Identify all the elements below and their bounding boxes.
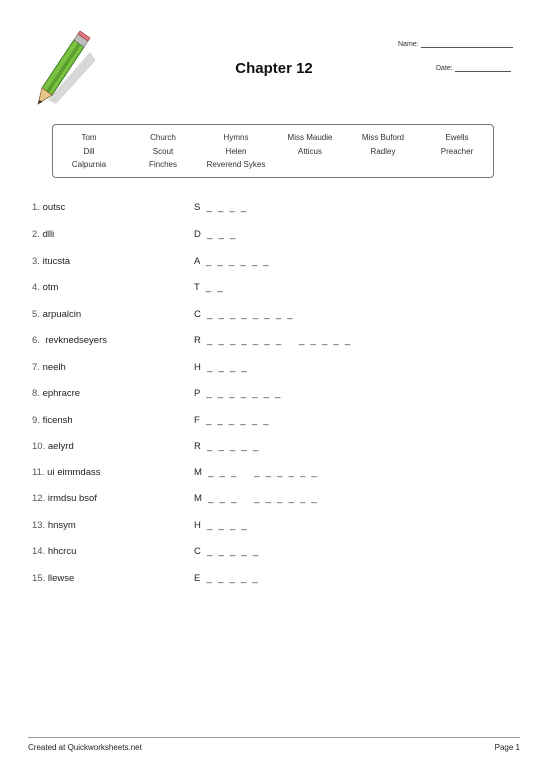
page-title: Chapter 12	[235, 60, 313, 77]
word-bank-item: Reverend Sykes	[206, 160, 266, 169]
question-1: 1. outsc	[32, 202, 66, 213]
date-label: Date:	[436, 65, 453, 72]
answer-hint-7: H _ _ _ _	[194, 362, 248, 373]
question-14: 14. hhcrcu	[32, 546, 77, 557]
question-2: 2. dlli	[32, 229, 55, 240]
word-bank	[52, 124, 494, 178]
question-5: 5. arpualcin	[32, 309, 82, 320]
word-bank-item: Calpurnia	[71, 160, 107, 169]
name-line[interactable]	[421, 47, 513, 48]
date-field[interactable]	[436, 65, 511, 72]
word-bank-item: Hymns	[223, 133, 249, 142]
answer-hint-3: A _ _ _ _ _ _	[194, 256, 269, 267]
word-bank-item: Miss Maudie	[287, 133, 333, 142]
answer-hint-11: M _ _ _ _ _ _ _ _ _	[194, 467, 318, 478]
word-bank-item: Helen	[225, 147, 247, 156]
word-bank-item: Preacher	[440, 147, 474, 156]
word-bank-item: Dill	[83, 147, 95, 156]
answer-hint-5: C _ _ _ _ _ _ _ _	[194, 309, 293, 320]
answer-hint-12: M _ _ _ _ _ _ _ _ _	[194, 493, 318, 504]
question-6: 6. revknedseyers	[32, 335, 107, 346]
answer-hint-2: D _ _ _	[194, 229, 236, 240]
name-label: Name:	[398, 41, 419, 48]
answer-hint-4: T _ _	[194, 282, 223, 293]
date-line[interactable]	[455, 71, 511, 72]
footer-divider	[28, 737, 520, 738]
page-number: Page 1	[494, 743, 520, 752]
word-bank-item: Finches	[148, 160, 177, 169]
answer-hint-13: H _ _ _ _	[194, 520, 248, 531]
question-4: 4. otm	[32, 282, 59, 293]
question-15: 15. llewse	[32, 573, 75, 584]
word-bank-item: Ewells	[445, 133, 469, 142]
question-7: 7. neelh	[32, 362, 66, 373]
word-bank-item: Scout	[152, 147, 174, 156]
question-12: 12. irmdsu bsof	[32, 493, 97, 504]
answer-hint-8: P _ _ _ _ _ _ _	[194, 388, 281, 399]
question-9: 9. ficensh	[32, 415, 73, 426]
question-8: 8. ephracre	[32, 388, 81, 399]
answer-hint-6: R _ _ _ _ _ _ _ _ _ _ _ _	[194, 335, 351, 346]
name-field[interactable]	[398, 41, 513, 48]
footer-credit: Created at Quickworksheets.net	[28, 743, 142, 752]
question-3: 3. itucsta	[32, 256, 71, 267]
answer-hint-1: S _ _ _ _	[194, 202, 247, 213]
word-bank-item: Radley	[370, 147, 396, 156]
question-11: 11. ui eimmdass	[32, 467, 101, 478]
word-bank-item: Miss Buford	[361, 133, 405, 142]
answer-hint-15: E _ _ _ _ _	[194, 573, 258, 584]
word-bank-item: Atticus	[297, 147, 322, 156]
answer-hint-10: R _ _ _ _ _	[194, 441, 259, 452]
answer-hint-14: C _ _ _ _ _	[194, 546, 259, 557]
answer-hint-9: F _ _ _ _ _ _	[194, 415, 269, 426]
question-13: 13. hnsym	[32, 520, 76, 531]
question-10: 10. aelyrd	[32, 441, 74, 452]
word-bank-item: Tom	[81, 133, 97, 142]
word-bank-item: Church	[150, 133, 176, 142]
